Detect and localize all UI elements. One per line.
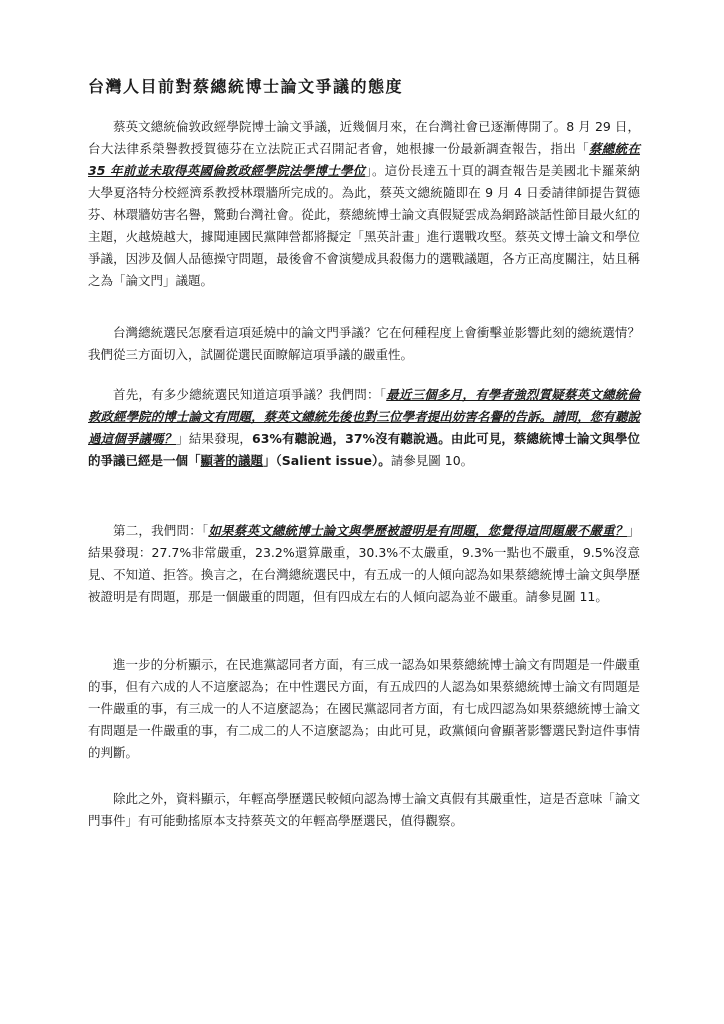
intro-text-a: 蔡英文總統倫敦政經學院博士論文爭議，近幾個月來，在台灣社會已逐漸傳開了。8 月 29 日，台大法律系榮譽教授賀德芬在立法院正式召開記者會，她根據一份最新調查報告，指出「 xyxy=(88,119,640,156)
intro-text-c: 」。這份長達五十頁的調查報告是美國北卡羅萊納大學夏洛特分校經濟系教授林環牆所完成的。為此，蔡英文總統隨即在 9 月 4 日委請律師提告賀德芬、林環牆妨害名譽，驚動台灣社會。從此，蔡總統博士論文真假疑雲成為網路談話性節目最火紅的主題，火越燒越大，據聞連國民黨陣營都將擬定「黑英計畫」進行選戰攻堅。蔡英文博士論文和學位爭議，因涉及個人品德操守問題，最後會不會演變成具殺傷力的選戰議題，各方正高度關注，姑且稱之為「論文門」議題。 xyxy=(88,163,640,288)
salient-issue-english: 」（Salient issue）。 xyxy=(263,453,391,468)
paragraph-question: 台灣總統選民怎麼看這項延燒中的論文門爭議？它在何種程度上會衝擊並影響此刻的總統選情？我們從三方面切入，試圖從選民面瞭解這項爭議的嚴重性。 xyxy=(88,325,640,362)
salient-issue-term: 顯著的議題 xyxy=(200,453,264,468)
awareness-survey-question: 最近三個多月，有學者強烈質疑蔡英文總統倫敦政經學院的博士論文有問題，蔡英文總統先後也對三位學者提出妨害名譽的告訴。請問，您有聽說過這個爭議嗎？ xyxy=(88,387,640,446)
severity-survey-question: 如果蔡英文總統博士論文與學歷被證明是有問題，您覺得這問題嚴不嚴重？ xyxy=(208,523,628,538)
paragraph-severity xyxy=(88,520,640,608)
paragraph-awareness xyxy=(88,384,640,472)
figure-10-reference: 請參見圖 10。 xyxy=(390,453,474,468)
severity-text-a: 第二，我們問：「 xyxy=(113,523,209,538)
document-title: 台灣人目前對蔡總統博士論文爭議的態度 xyxy=(88,77,404,96)
awareness-result: 63%有聽說過，37%沒有聽說過。由此可見，蔡總統博士論文與學位的爭議已經是一個「 xyxy=(88,431,640,468)
awareness-text-c: 」結果發現， xyxy=(176,431,253,446)
severity-text-c: 」結果發現：27.7%非常嚴重，23.2%還算嚴重，30.3%不太嚴重，9.3%一點也不嚴重，9.5%沒意見、不知道、拒答。換言之，在台灣總統選民中，有五成一的人傾向認為如果蔡總統博士論文與學歷被證明是有問題，那是一個嚴重的問題，但有四成左右的人傾向認為並不嚴重。請參見圖 11。 xyxy=(88,523,640,604)
intro-quote: 蔡總統在 35 年前並未取得英國倫敦政經學院法學博士學位 xyxy=(88,141,640,178)
awareness-text-a: 首先，有多少總統選民知道這項爭議？我們問：「 xyxy=(113,387,387,402)
paragraph-intro xyxy=(88,116,640,292)
paragraph-party-analysis: 進一步的分析顯示，在民進黨認同者方面，有三成一認為如果蔡總統博士論文有問題是一件嚴重的事，但有六成的人不這麼認為；在中性選民方面，有五成四的人認為如果蔡總統博士論文有問題是一件嚴重的事，有三成一的人不這麼認為；在國民黨認同者方面，有七成四認為如果蔡總統博士論文有問題是一件嚴重的事，有二成二的人不這麼認為；由此可見，政黨傾向會顯著影響選民對這件事情的判斷。 xyxy=(88,657,640,760)
paragraph-young-voters: 除此之外，資料顯示，年輕高學歷選民較傾向認為博士論文真假有其嚴重性，這是否意味「論文門事件」有可能動搖原本支持蔡英文的年輕高學歷選民，值得觀察。 xyxy=(88,791,640,828)
